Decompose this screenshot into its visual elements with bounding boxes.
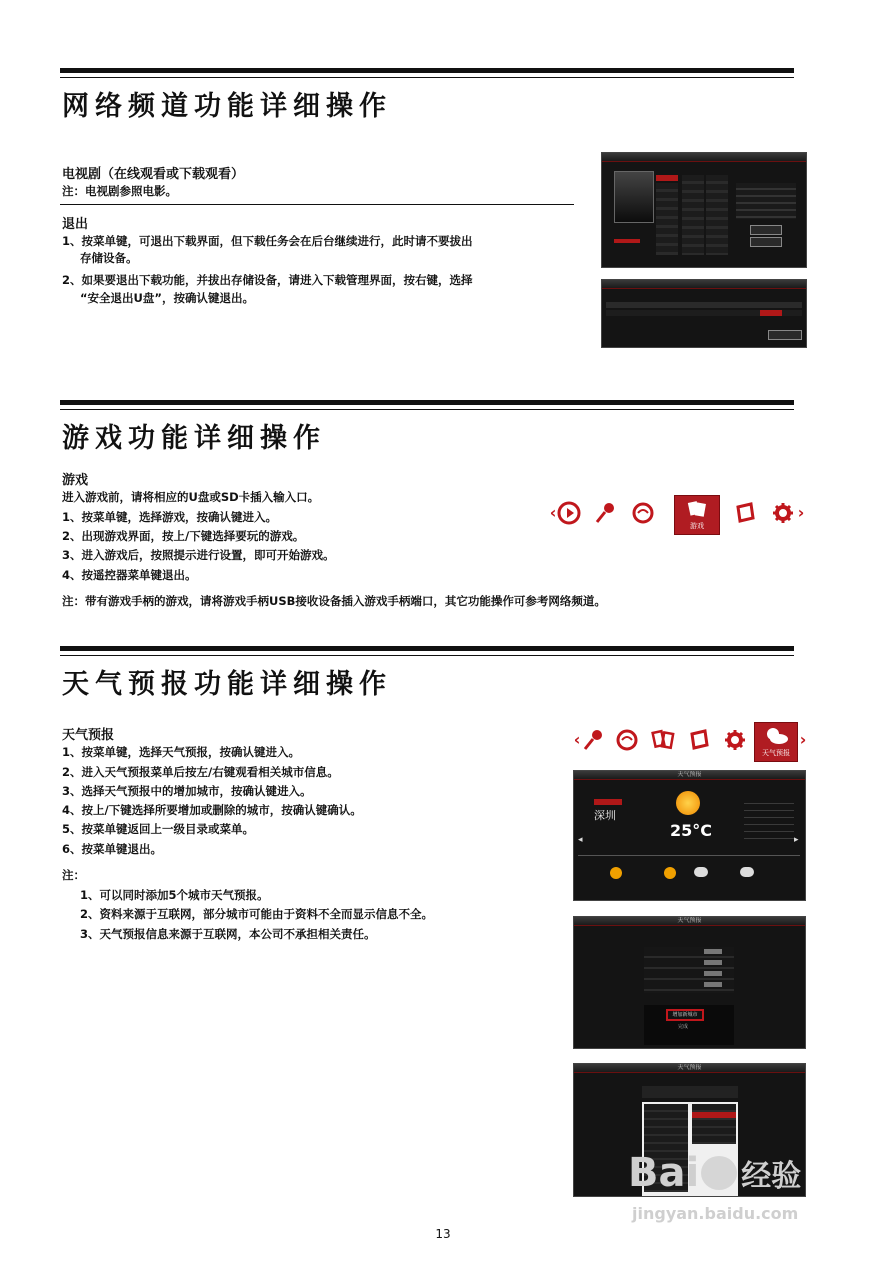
exit-line-1b: 存储设备。 xyxy=(80,251,138,265)
globe-icon[interactable] xyxy=(630,501,656,530)
chevron-right-icon[interactable]: › xyxy=(799,730,807,749)
weather-note-3: 3、天气预报信息来源于互联网，本公司不承担相关责任。 xyxy=(80,927,376,941)
poster-thumbnail xyxy=(614,171,654,223)
screenshot-weather-cities xyxy=(573,916,806,1049)
games-line-2: 2、出现游戏界面，按上/下键选择要玩的游戏。 xyxy=(62,529,305,543)
weather-temperature: 25°C xyxy=(670,821,713,840)
weather-line-5: 5、按菜单键返回上一级目录或菜单。 xyxy=(62,822,254,836)
screenshot-weather-main xyxy=(573,770,806,901)
sun-icon xyxy=(676,791,700,815)
menu-icon-strip-games xyxy=(548,495,806,535)
weather-city: 深圳 xyxy=(594,809,616,822)
weather-line-3: 3、选择天气预报中的增加城市，按确认键进入。 xyxy=(62,784,312,798)
add-city-button[interactable]: 增加新城市 xyxy=(666,1009,704,1021)
tv-drama-note: 注：电视剧参照电影。 xyxy=(62,184,177,198)
games-note: 注：带有游戏手柄的游戏，请将游戏手柄USB接收设备插入游戏手柄端口，其它功能操作可参考网络频道。 xyxy=(62,594,606,608)
chevron-left-icon[interactable]: ◂ xyxy=(578,835,583,845)
screenshot-drama-list xyxy=(601,152,807,268)
games-line-1: 1、按菜单键，选择游戏，按确认键进入。 xyxy=(62,510,277,524)
weather-note-2: 2、资料来源于互联网，部分城市可能由于资料不全而显示信息不全。 xyxy=(80,907,433,921)
exit-line-1: 1、按菜单键，可退出下载界面，但下载任务会在后台继续进行，此时请不要拔出 xyxy=(62,234,473,248)
chevron-right-icon[interactable]: ▸ xyxy=(794,835,799,845)
weather-line-6: 6、按菜单键退出。 xyxy=(62,842,163,856)
chevron-left-icon[interactable]: ‹ xyxy=(573,730,581,749)
section-rule xyxy=(60,68,794,73)
games-line-3: 3、进入游戏后，按照提示进行设置，即可开始游戏。 xyxy=(62,548,335,562)
games-icon-selected[interactable] xyxy=(674,495,720,535)
exit-heading: 退出 xyxy=(62,217,89,232)
section-rule xyxy=(60,400,794,405)
games-heading: 游戏 xyxy=(62,473,89,488)
weather-icon-selected[interactable] xyxy=(754,722,798,762)
microphone-icon[interactable] xyxy=(580,728,606,757)
gear-icon[interactable] xyxy=(770,501,796,530)
weather-note-1: 1、可以同时添加5个城市天气预报。 xyxy=(80,888,269,902)
section-title-weather: 天气预报功能详细操作 xyxy=(62,669,392,700)
globe-icon[interactable] xyxy=(614,728,640,757)
done-button[interactable]: 完成 xyxy=(678,1024,689,1030)
section-rule-thin xyxy=(60,77,794,78)
play-icon[interactable] xyxy=(556,501,582,530)
screenshot-download-manager xyxy=(601,279,807,348)
section-title-games: 游戏功能详细操作 xyxy=(62,423,326,454)
book-icon[interactable] xyxy=(732,501,758,530)
section-title-network: 网络频道功能详细操作 xyxy=(62,91,392,122)
weather-line-4: 4、按上/下键选择所要增加或删除的城市，按确认键确认。 xyxy=(62,803,362,817)
exit-line-2: 2、如果要退出下载功能，并拔出存储设备，请进入下载管理界面，按右键，选择 xyxy=(62,273,473,287)
weather-line-1: 1、按菜单键，选择天气预报，按确认键进入。 xyxy=(62,745,300,759)
weather-line-2: 2、进入天气预报菜单后按左/右键观看相关城市信息。 xyxy=(62,765,339,779)
menu-icon-strip-weather xyxy=(572,722,806,762)
weather-icon-label: 天气预报 xyxy=(762,749,790,757)
watermark-brand: Bai xyxy=(628,1150,700,1196)
watermark-suffix: 经验 xyxy=(741,1159,802,1194)
screen-title: 天气预报 xyxy=(677,1064,702,1071)
games-line-4: 4、按遥控器菜单键退出。 xyxy=(62,568,197,582)
cards-icon[interactable] xyxy=(650,728,676,757)
section-rule-thin xyxy=(60,409,794,410)
weather-note-heading: 注： xyxy=(62,868,85,882)
microphone-icon[interactable] xyxy=(592,501,618,530)
screen-title: 天气预报 xyxy=(677,917,702,924)
games-icon-label: 游戏 xyxy=(690,522,704,530)
watermark-url: jingyan.baidu.com xyxy=(632,1204,799,1223)
page-number: 13 xyxy=(435,1227,451,1241)
section-rule-thin xyxy=(60,655,794,656)
exit-line-2b: “安全退出U盘”，按确认键退出。 xyxy=(80,291,254,305)
section-rule xyxy=(60,646,794,651)
divider xyxy=(60,204,574,205)
weather-heading: 天气预报 xyxy=(62,728,115,743)
book-icon[interactable] xyxy=(686,728,712,757)
chevron-right-icon[interactable]: › xyxy=(797,503,805,522)
gear-icon[interactable] xyxy=(722,728,748,757)
chevron-left-icon[interactable]: ‹ xyxy=(549,503,557,522)
screen-title: 天气预报 xyxy=(677,771,702,778)
tv-drama-heading: 电视剧（在线观看或下载观看） xyxy=(62,167,245,182)
games-line-0: 进入游戏前，请将相应的U盘或SD卡插入输入口。 xyxy=(62,490,320,504)
paw-icon xyxy=(701,1156,737,1190)
